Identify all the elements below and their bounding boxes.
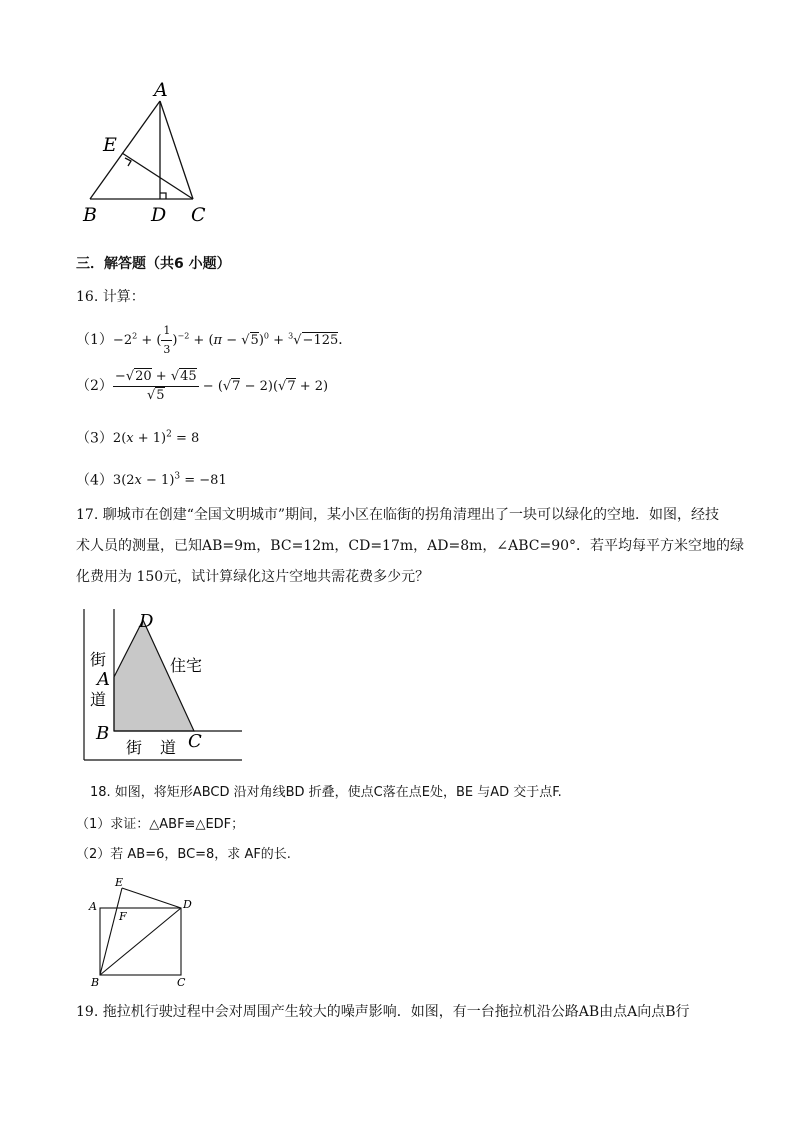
label-c: C: [177, 976, 186, 989]
q16-item-4: $(4)3(2x - 1)^3 = -81$: [76, 472, 227, 489]
label-d: D: [139, 611, 154, 632]
plot-figure: [70, 605, 245, 765]
street-bottom-1: 街: [126, 738, 143, 757]
q17-line-2: 术人员的测量，已知AB=9m，BC=12m，CD=17m，AD=8m，∠ABC=90°．若平均每平方米空地的绿: [76, 538, 745, 554]
label-a: A: [154, 79, 168, 101]
label-d: D: [151, 204, 167, 226]
street-bottom-2: 道: [160, 738, 177, 757]
street-left-1: 街: [90, 650, 107, 669]
q18-part-1: （1）求证：△ABF≌△EDF；: [76, 817, 245, 832]
q19-line-1: 19. 拖拉机行驶过程中会对周围产生较大的噪声影响．如图，有一台拖拉机沿公路AB由点A向点B行: [76, 1004, 690, 1020]
q18-part-2: （2）若 AB=6，BC=8，求 AF的长.: [76, 847, 291, 862]
q18-line-1: 18. 如图，将矩形ABCD 沿对角线BD 折叠，使点C落在点E处，BE 与AD 交于点F.: [90, 785, 562, 800]
label-c: C: [191, 204, 206, 226]
q16-item-3: $(3)2(x + 1)^2 = 8$: [76, 430, 200, 447]
street-left-2: 道: [90, 690, 107, 709]
q17-line-3: 化费用为 150元，试计算绿化这片空地共需花费多少元？: [76, 569, 430, 585]
label-e: E: [103, 134, 117, 156]
label-a: A: [97, 669, 110, 690]
label-f: F: [119, 910, 127, 923]
q16-title: 16. 计算：: [76, 289, 145, 305]
q16-item-1: $(1)-2^2$ + ( $\frac{1}{3}$ )$^{-2} + (\pi - √5)^0 + ^3√-125$．: [76, 324, 353, 356]
residence-label: 住宅: [170, 656, 203, 675]
q16-item-2: （2） $\frac{-√20 + √45}{√5}$ − (√7 − 2)(√7 + 2): [76, 369, 329, 403]
label-b: B: [83, 204, 97, 226]
triangle-figure: [70, 75, 230, 230]
label-b: B: [96, 723, 110, 744]
q17-line-1: 17. 聊城市在创建“全国文明城市”期间，某小区在临街的拐角清理出了一块可以绿化的空地．如图，经技: [76, 507, 720, 523]
rectangle-fold-figure: [85, 872, 200, 992]
label-b: B: [91, 976, 100, 989]
label-d: D: [183, 898, 192, 911]
label-c: C: [188, 731, 202, 752]
label-e: E: [115, 876, 124, 889]
section-heading: 三．解答题（共6 小题）: [76, 256, 231, 272]
label-a: A: [89, 900, 97, 913]
